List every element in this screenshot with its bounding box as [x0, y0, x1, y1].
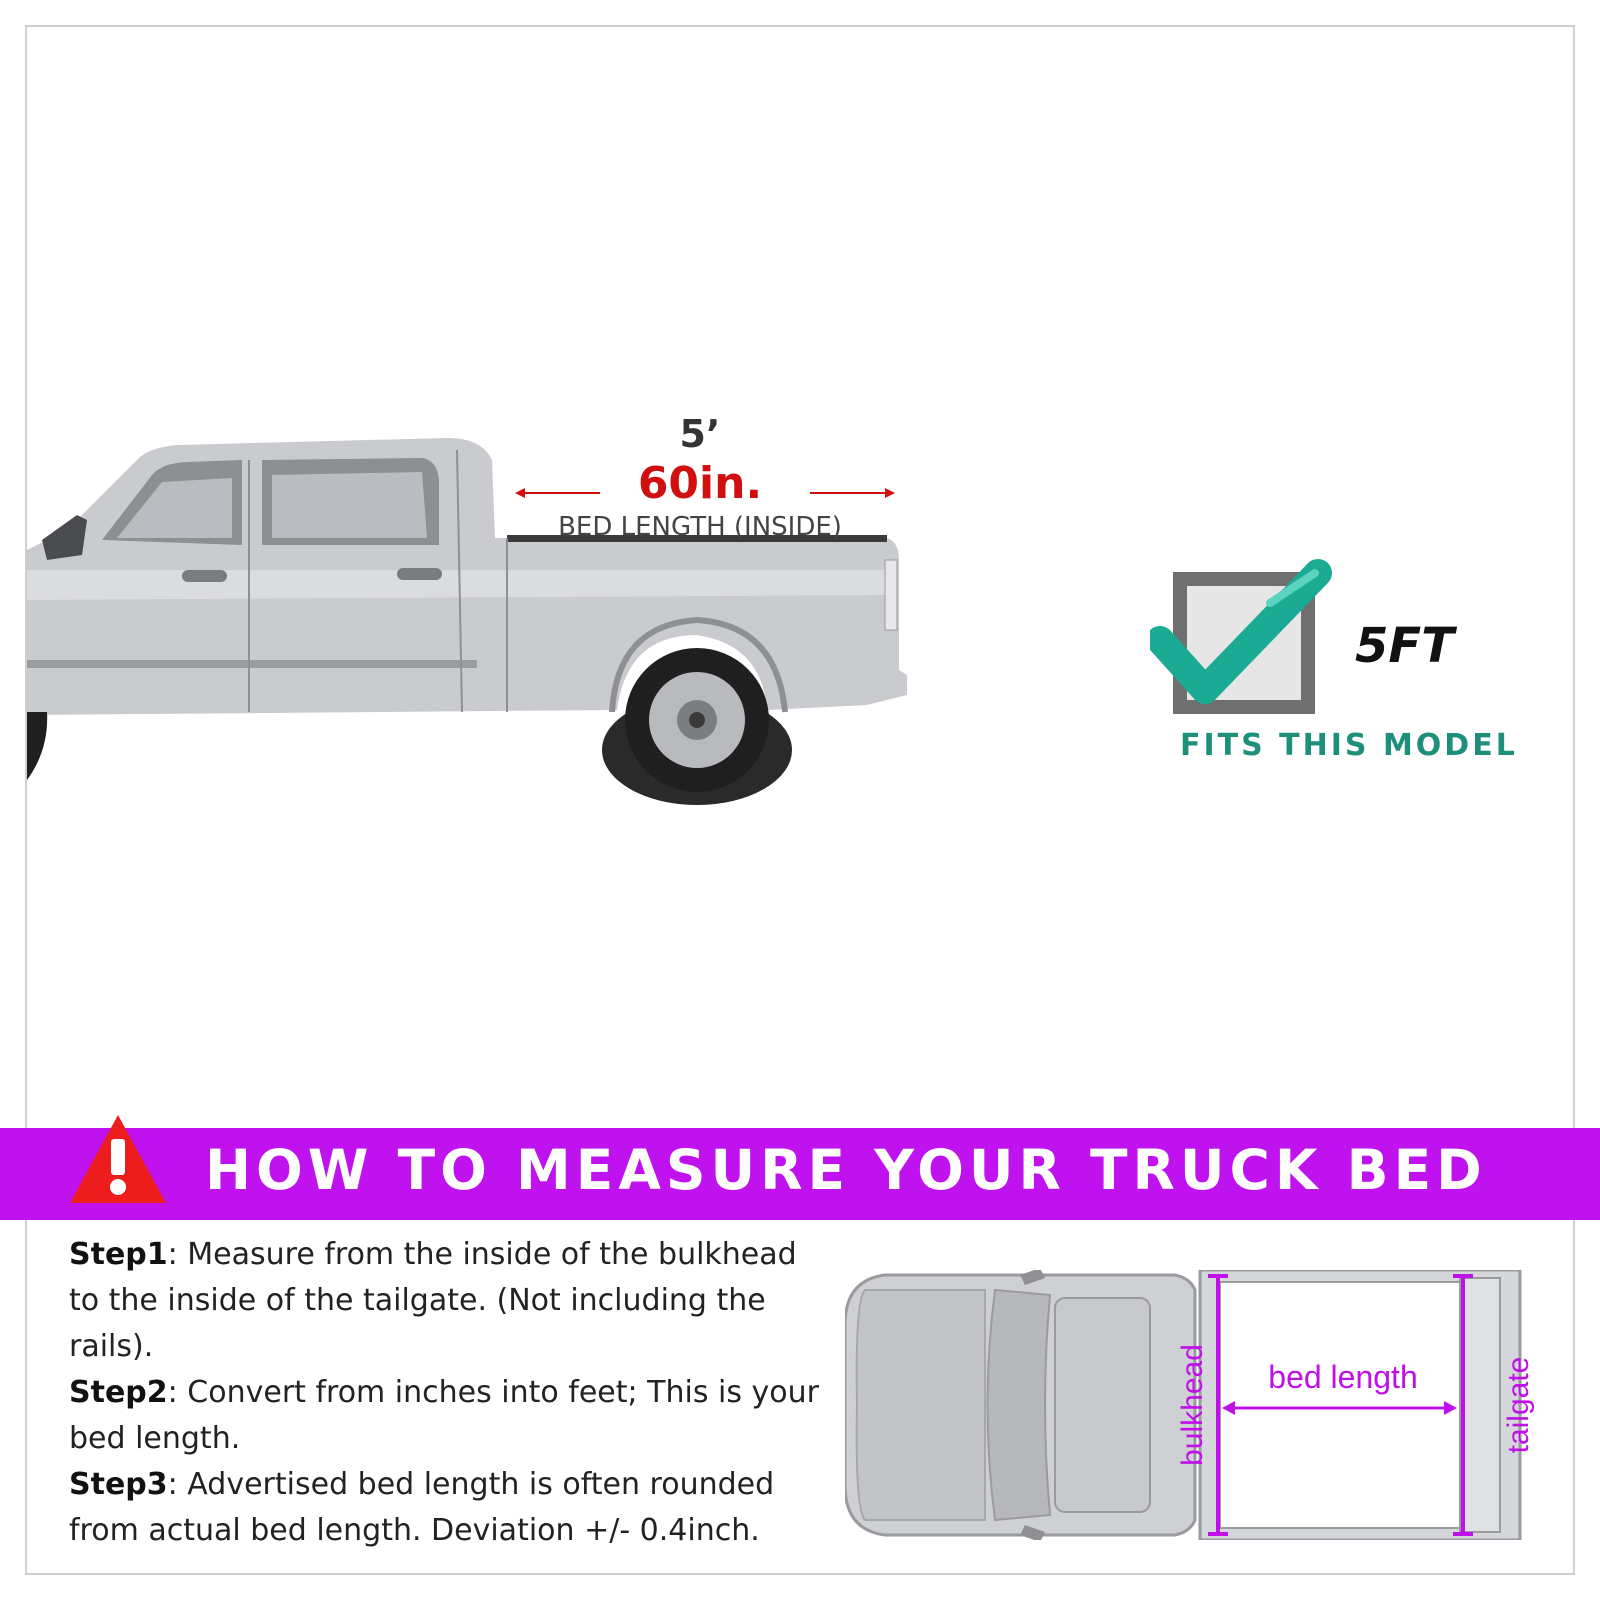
- steps-list: [69, 1232, 829, 1554]
- bed-length-feet: 5’: [679, 412, 721, 456]
- checkmark-icon: [1150, 555, 1335, 720]
- truck-top-view-diagram: [845, 1270, 1545, 1540]
- bulkhead-label: bulkhead: [1176, 1344, 1209, 1466]
- warning-icon: [68, 1111, 168, 1207]
- step-text: : Measure from the inside of the bulkhead to the inside of the tailgate. (Not including the rails).: [69, 1237, 797, 1364]
- bed-length-label: BED LENGTH (INSIDE): [558, 512, 842, 542]
- step-3: [69, 1462, 829, 1554]
- fit-size: 5FT: [1355, 618, 1454, 674]
- bed-length-diagram-label: bed length: [1268, 1359, 1418, 1395]
- bed-length-inches: 60in.: [637, 458, 763, 509]
- step-2: [69, 1370, 829, 1462]
- banner-title: HOW TO MEASURE YOUR TRUCK BED: [205, 1138, 1487, 1202]
- left-arrow-icon: [515, 485, 600, 501]
- right-arrow-icon: [810, 485, 895, 501]
- step-text: : Advertised bed length is often rounded from actual bed length. Deviation +/- 0.4inch.: [69, 1467, 775, 1548]
- step-label: Step3: [69, 1467, 168, 1502]
- tailgate-label: tailgate: [1502, 1356, 1535, 1454]
- fit-text: FITS THIS MODEL: [1180, 728, 1518, 763]
- step-text: : Convert from inches into feet; This is your bed length.: [69, 1375, 819, 1456]
- step-label: Step2: [69, 1375, 168, 1410]
- step-1: [69, 1232, 829, 1370]
- step-label: Step1: [69, 1237, 168, 1272]
